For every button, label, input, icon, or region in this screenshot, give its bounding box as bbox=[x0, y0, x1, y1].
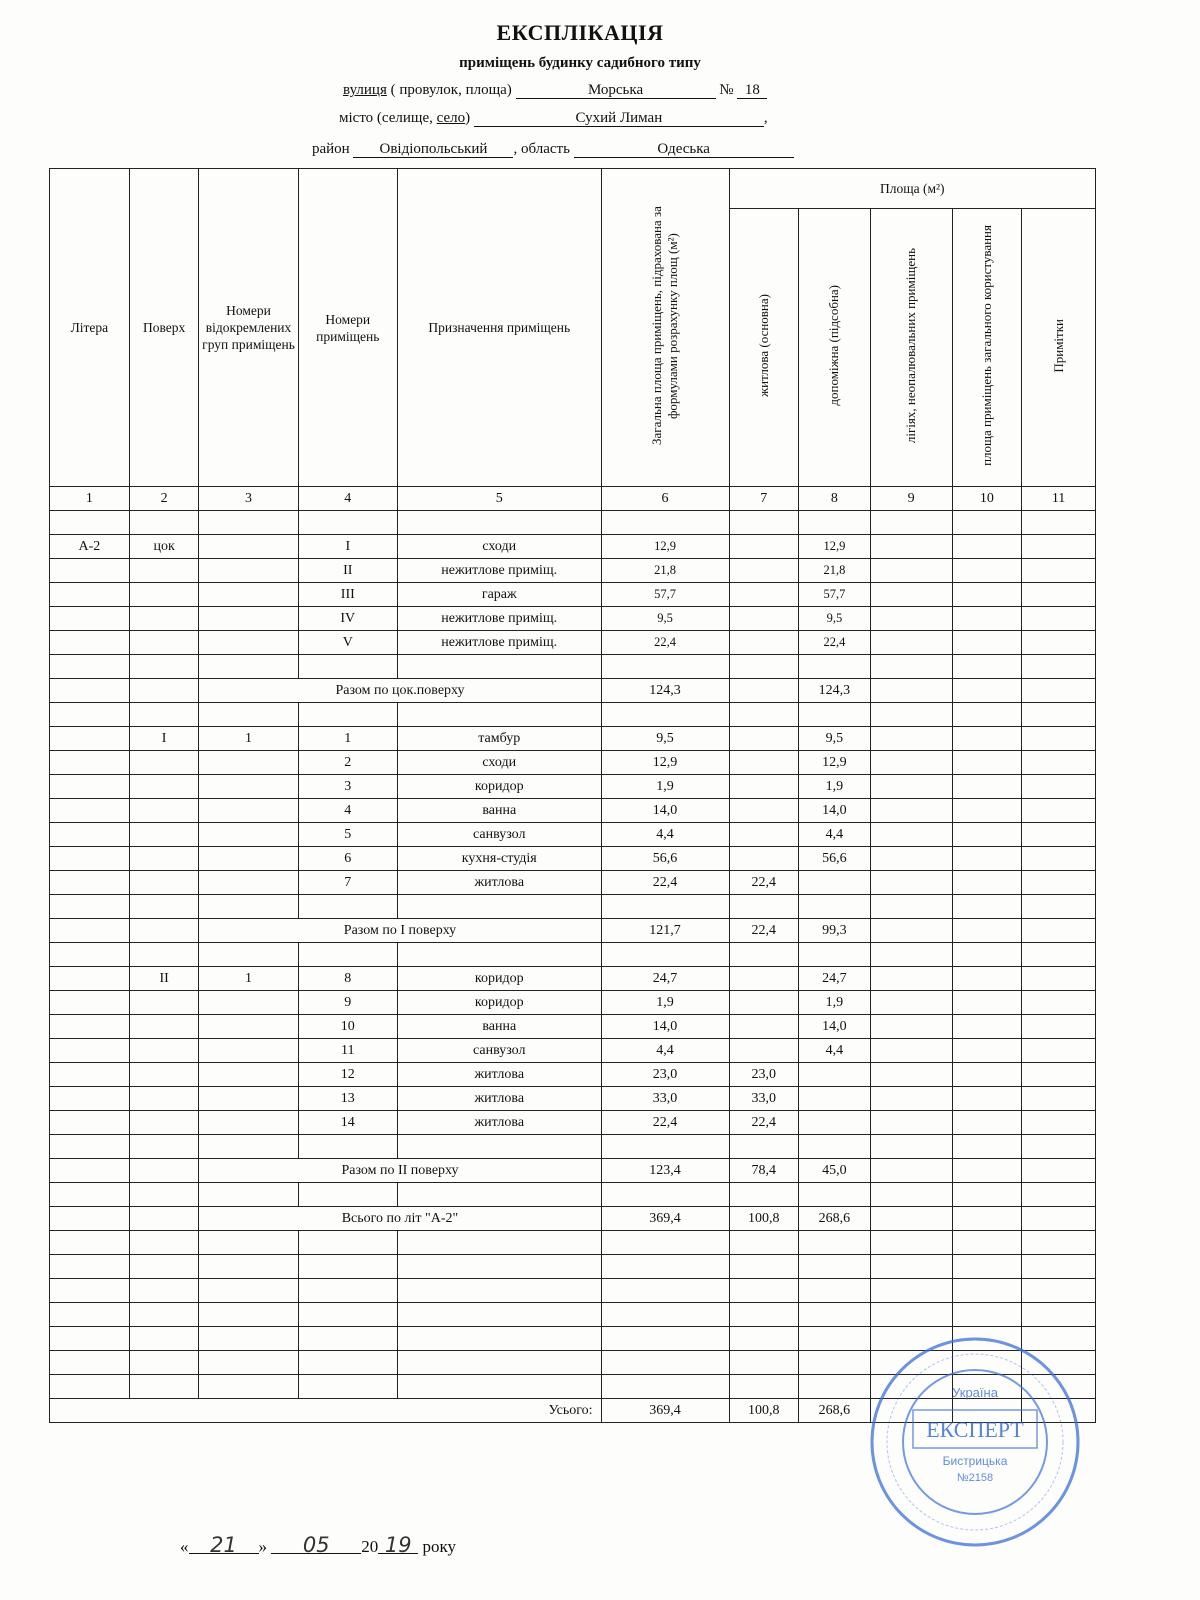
empty-row bbox=[50, 895, 1096, 919]
col-header-floor: Поверх bbox=[129, 169, 199, 487]
col-header-total-area: Загальна площа приміщень, підрахована за формулами розрахунку площ (м²) bbox=[601, 169, 729, 487]
table-row: 3 коридор 1,9 1,9 bbox=[50, 775, 1096, 799]
col-header-group: Номери відокремлених груп приміщень bbox=[199, 169, 298, 487]
table-row: А-2 цок I сходи 12,9 12,9 bbox=[50, 535, 1096, 559]
column-numbers-row: 1 2 3 4 5 6 7 8 9 10 11 bbox=[50, 487, 1096, 511]
subtotal-row-floor2: Разом по II поверху 123,4 78,4 45,0 bbox=[50, 1159, 1096, 1183]
table-row: III гараж 57,7 57,7 bbox=[50, 583, 1096, 607]
empty-row bbox=[50, 1231, 1096, 1255]
empty-row bbox=[50, 511, 1096, 535]
date-year-prefix: 20 bbox=[361, 1537, 379, 1556]
district-line bbox=[312, 141, 794, 158]
expert-stamp bbox=[868, 1335, 1083, 1550]
table-row: V нежитлове приміщ. 22,4 22,4 bbox=[50, 631, 1096, 655]
empty-row bbox=[50, 1303, 1096, 1327]
region-label: , область bbox=[513, 141, 570, 157]
explication-table bbox=[49, 168, 1096, 1423]
empty-row bbox=[50, 1279, 1096, 1303]
date-close-quote: » bbox=[258, 1537, 267, 1556]
table-row: IV нежитлове приміщ. 9,5 9,5 bbox=[50, 607, 1096, 631]
district-value: Овідіопольський bbox=[353, 141, 513, 158]
stamp-number-text: №2158 bbox=[956, 1472, 994, 1484]
table-row: 10 ванна 14,0 14,0 bbox=[50, 1015, 1096, 1039]
table-row: 4 ванна 14,0 14,0 bbox=[50, 799, 1096, 823]
col-header-litera: Літера bbox=[50, 169, 130, 487]
document-subtitle: приміщень будинку садибного типу bbox=[459, 55, 701, 71]
col-header-area-group: Площа (м²) bbox=[729, 169, 1096, 209]
empty-row bbox=[50, 943, 1096, 967]
table-row: 9 коридор 1,9 1,9 bbox=[50, 991, 1096, 1015]
col-header-common-use: площа приміщень загального користування bbox=[952, 209, 1022, 487]
date-open-quote: « bbox=[180, 1537, 189, 1556]
table-row: 2 сходи 12,9 12,9 bbox=[50, 751, 1096, 775]
stamp-top-text: Україна bbox=[952, 1385, 998, 1400]
table-row: II нежитлове приміщ. 21,8 21,8 bbox=[50, 559, 1096, 583]
city-label-selected: село bbox=[436, 110, 466, 126]
empty-row bbox=[50, 1135, 1096, 1159]
street-label-rest: ( провулок, площа) bbox=[386, 82, 512, 98]
table-row: 14 житлова 22,4 22,4 bbox=[50, 1111, 1096, 1135]
empty-row bbox=[50, 655, 1096, 679]
subtotal-row-floor1: Разом по I поверху 121,7 22,4 99,3 bbox=[50, 919, 1096, 943]
stamp-name-text: Бистрицька bbox=[942, 1454, 1008, 1468]
col-header-notes: Примітки bbox=[1022, 209, 1096, 487]
col-header-auxiliary: допоміжна (підсобна) bbox=[799, 209, 871, 487]
subtotal-row-basement: Разом по цок.поверху 124,3 124,3 bbox=[50, 679, 1096, 703]
document-date bbox=[180, 1533, 457, 1557]
col-header-unheated: лігіях, неопалювальних приміщень bbox=[870, 209, 952, 487]
empty-row bbox=[50, 703, 1096, 727]
city-label-close: ) bbox=[465, 110, 471, 126]
street-line bbox=[343, 82, 767, 99]
table-row: 5 санвузол 4,4 4,4 bbox=[50, 823, 1096, 847]
city-label: місто (селище, bbox=[339, 110, 437, 126]
district-label: район bbox=[312, 141, 350, 157]
table-row: 7 житлова 22,4 22,4 bbox=[50, 871, 1096, 895]
table-row: 13 житлова 33,0 33,0 bbox=[50, 1087, 1096, 1111]
table-row: 11 санвузол 4,4 4,4 bbox=[50, 1039, 1096, 1063]
region-value: Одеська bbox=[574, 141, 794, 158]
table-row: I 1 1 тамбур 9,5 9,5 bbox=[50, 727, 1096, 751]
city-value: Сухий Лиман bbox=[474, 110, 764, 127]
table-row: 12 житлова 23,0 23,0 bbox=[50, 1063, 1096, 1087]
date-year: 19 bbox=[378, 1537, 418, 1554]
col-header-purpose: Призначення приміщень bbox=[397, 169, 601, 487]
date-day: 21 bbox=[189, 1537, 259, 1554]
empty-row bbox=[50, 1255, 1096, 1279]
number-label: № bbox=[719, 82, 734, 98]
grand-total-row: Усього: 369,4 100,8 268,6 bbox=[50, 1399, 1096, 1423]
document-title: ЕКСПЛІКАЦІЯ bbox=[496, 20, 664, 45]
stamp-main-text: ЕКСПЕРТ bbox=[926, 1417, 1024, 1442]
date-year-word: року bbox=[422, 1537, 457, 1556]
table-row: II 1 8 коридор 24,7 24,7 bbox=[50, 967, 1096, 991]
street-value: Морська bbox=[516, 82, 716, 99]
col-header-living: житлова (основна) bbox=[729, 209, 799, 487]
empty-row bbox=[50, 1183, 1096, 1207]
table-row: 6 кухня-студія 56,6 56,6 bbox=[50, 847, 1096, 871]
city-line: місто (селище, село) Сухий Лиман , bbox=[339, 110, 768, 126]
street-label: вулиця bbox=[343, 82, 387, 98]
date-month: 05 bbox=[271, 1537, 361, 1554]
litera-total-row: Всього по літ "А-2" 369,4 100,8 268,6 bbox=[50, 1207, 1096, 1231]
col-header-room-number: Номери приміщень bbox=[298, 169, 397, 487]
number-value: 18 bbox=[737, 82, 767, 99]
